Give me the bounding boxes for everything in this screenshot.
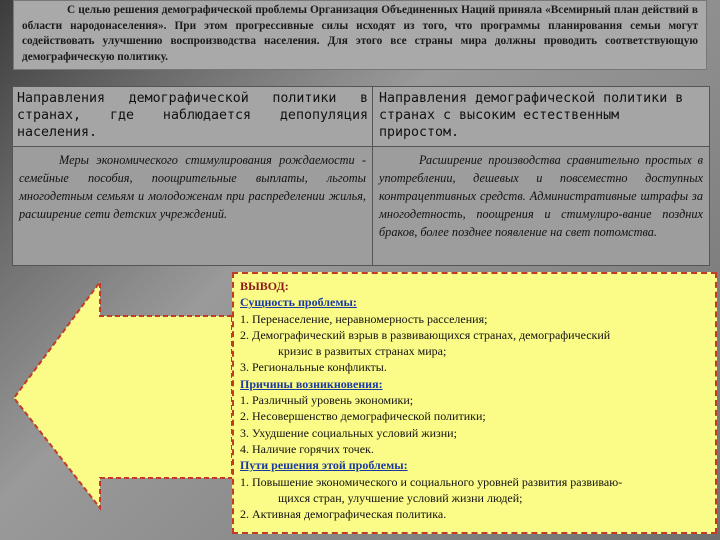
solutions-item: щихся стран, улучшение условий жизни людей; (278, 490, 523, 505)
high-growth-header: Направления демографической политики в странах с высоким естественным приростом. (373, 87, 709, 147)
solutions-heading: Пути решения этой проблемы: (240, 458, 408, 473)
essence-item: 1. Перенаселение, неравномерность расселения; (240, 311, 488, 326)
causes-heading: Причины возникновения: (240, 376, 383, 391)
causes-item: 1. Различный уровень экономики; (240, 393, 414, 408)
depopulation-measures-text: Меры экономического стимулирования рождаемости - семейные пособия, поощрительные выплаты, льготы многодетным семьям и молодоженам при распределении жилья, расширение сети детских учреждений. (19, 153, 366, 221)
conclusion-title: ВЫВОД: (240, 279, 289, 293)
essence-item: 3. Региональные конфликты. (240, 360, 387, 375)
causes-item: 2. Несовершенство демографической политики; (240, 409, 486, 424)
essence-item: 2. Демографический взрыв в развивающихся странах, демографический (240, 327, 611, 342)
high-growth-measures-text: Расширение производства сравнительно простых в употреблении, дешевых и повсеместно доступных контрацептивных средств. Административные штрафы за многодетность, поощрения и стимулиро-вание поздних браков, более позднее появление на свет потомства. (379, 153, 703, 239)
causes-item: 3. Ухудшение социальных условий жизни; (240, 425, 457, 440)
intro-text: С целью решения демографической проблемы Организация Объединенных Наций приняла «Всемирный план действий в области народонаселения». При этом прогрессивные силы исходят из того, что программы планирования семьи могут содействовать улучшению воспроизводства населения. Для этого все страны мира должны проводить соответствующую демографическую политику. (22, 4, 698, 63)
solutions-item: 1. Повышение экономического и социального уровней развития развиваю- (240, 474, 623, 489)
conclusion-box (232, 272, 717, 534)
essence-item: кризис в развитых странах мира; (278, 344, 447, 359)
depopulation-header: Направления демографической политики в странах, где наблюдается депопуляция населения. (13, 87, 373, 147)
solutions-item: 2. Активная демографическая политика. (240, 507, 447, 522)
essence-heading: Сущность проблемы: (240, 295, 357, 310)
causes-item: 4. Наличие горячих точек. (240, 441, 374, 456)
